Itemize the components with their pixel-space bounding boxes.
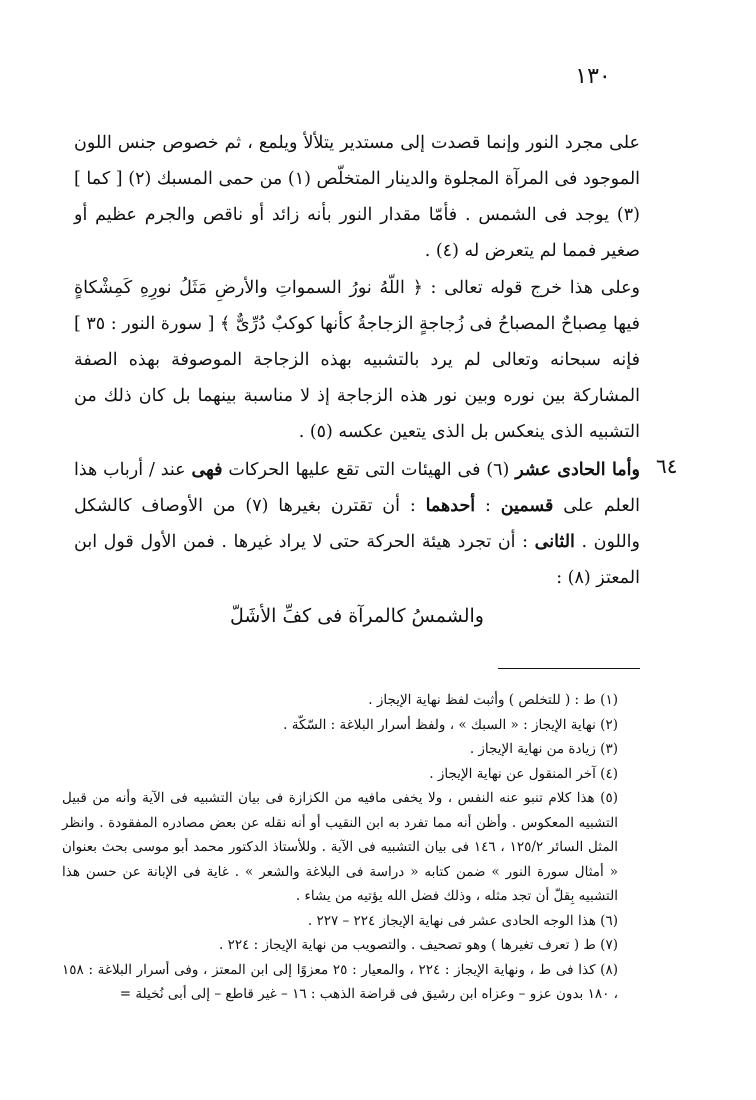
section-heading: وأما الحادى عشر	[515, 460, 640, 480]
paragraph-2-quran-verse: وعلى هذا خرج قوله تعالى : ﴿ اللّهُ نورُ السمواتِ والأرضِ مَثَلُ نورِهِ كَمِشْكاةٍ فيها مِصباحٌ المصباحُ فى زُجاجةٍ الزجاجةُ كأنها كوكبٌ دُرِّىٌّ ﴾ [ سورة النور : ٣٥ ] فإنه سبحانه وتعالى لم يرد بالتشبيه بهذه الزجاجة الموصوفة بهذه الصفة المشاركة بين نوره وبين نور هذه الزجاجة إذ لا مناسبة بينهما بل كان ذلك من التشبيه الذى ينعكس بل الذى يتعين عكسه (٥) .	[74, 278, 641, 442]
bold-word-al-thani: الثانى	[534, 532, 575, 552]
bold-word-qismayn: قسمين	[500, 496, 554, 516]
footnotes	[62, 688, 640, 1007]
page-number: ١٣٠	[575, 64, 611, 89]
footnote-7: (٧) ط ( تعرف تغيرها ) وهو تصحيف . والتصويب من نهاية الإيجاز : ٢٢٤ .	[219, 937, 618, 953]
paragraph-3-text-b: عند / أرباب هذا العلم على	[74, 460, 640, 516]
paragraph-3-text-e: : أن تجرد هيئة الحركة حتى لا يراد غيرها . فمن الأول قول ابن المعتز (٨) :	[74, 532, 640, 588]
footnote-4: (٤) آخر المنقول عن نهاية الإيجاز .	[429, 765, 618, 782]
paragraph-1: على مجرد النور وإنما قصدت إلى مستدير يتلألأ ويلمع ، ثم خصوص جنس اللون الموجود فى المرآة المجلوة والدينار المتخلّص (١) من حمى المسبك (٢) [ كما ] (٣) يوجد فى الشمس . فأمّا مقدار النور بأنه زائد أو ناقص والجرم عظيم أو صغير فمما لم يتعرض له (٤) .	[74, 133, 641, 261]
bold-word-ahaduhuma: أحدهما	[425, 496, 476, 516]
footnote-8: (٨) كذا فى ط ، ونهاية الإيجاز : ٢٢٤ ، والمعيار : ٢٥ معزوًا إلى ابن المعتز ، وفى أسرار البلاغة : ١٥٨ ، ١٨٠ بدون عزو – وعزاه ابن رشيق فى قراضة الذهب : ١٦ – غير قاطع – إلى أبى نُخيلة =	[62, 961, 618, 1002]
footnote-5: (٥) هذا كلام تنبو عنه النفس ، ولا يخفى مافيه من الكزازة فى بيان التشبيه فى الآية وأنه من قبيل التشبيه المعكوس . وأظن أنه مما تفرد به ابن النقيب أو أنه نقله عن بعض مصادره المفقودة . وانظر المثل السائر ١٢٥/٢ ، ١٤٦ فى بيان التشبيه فى الآية . وللأستاذ الدكتور محمد أبو موسى بحث بعنوان « أمثال سورة النور » ضمن كتابه « دراسة فى البلاغة والشعر » . غاية فى الإبانة عن حسن هذا التشبيه بِقلّ أن تجد مثله ، وذلك فضل الله يؤتيه من يشاء .	[62, 790, 618, 904]
poetry-verse: والشمسُ كالمرآة فى كفِّ الأشَلّ	[230, 605, 484, 627]
footnote-3: (٣) زيادة من نهاية الإيجاز .	[469, 741, 618, 757]
paragraph-3-text-a: (٦) فى الهيئات التى تقع عليها الحركات	[222, 460, 516, 480]
footnote-1: (١) ط : ( للتخلص ) وأثبت لفظ نهاية الإيجاز .	[368, 692, 618, 708]
margin-page-reference: ٦٤	[656, 454, 678, 478]
bold-word-fahiya: فهى	[191, 460, 223, 480]
footnote-divider	[498, 668, 640, 669]
paragraph-3-text-d: : أن تقترن بغيرها (٧) من الأوصاف كالشكل واللون .	[74, 496, 640, 552]
paragraph-3-text-c: :	[475, 496, 501, 516]
paragraph-3	[74, 452, 640, 596]
footnote-6: (٦) هذا الوجه الحادى عشر فى نهاية الإيجاز ٢٢٤ – ٢٢٧ .	[307, 912, 618, 929]
footnote-2: (٢) نهاية الإيجاز : « السبك » ، ولفظ أسرار البلاغة : السّكّة .	[283, 716, 618, 733]
